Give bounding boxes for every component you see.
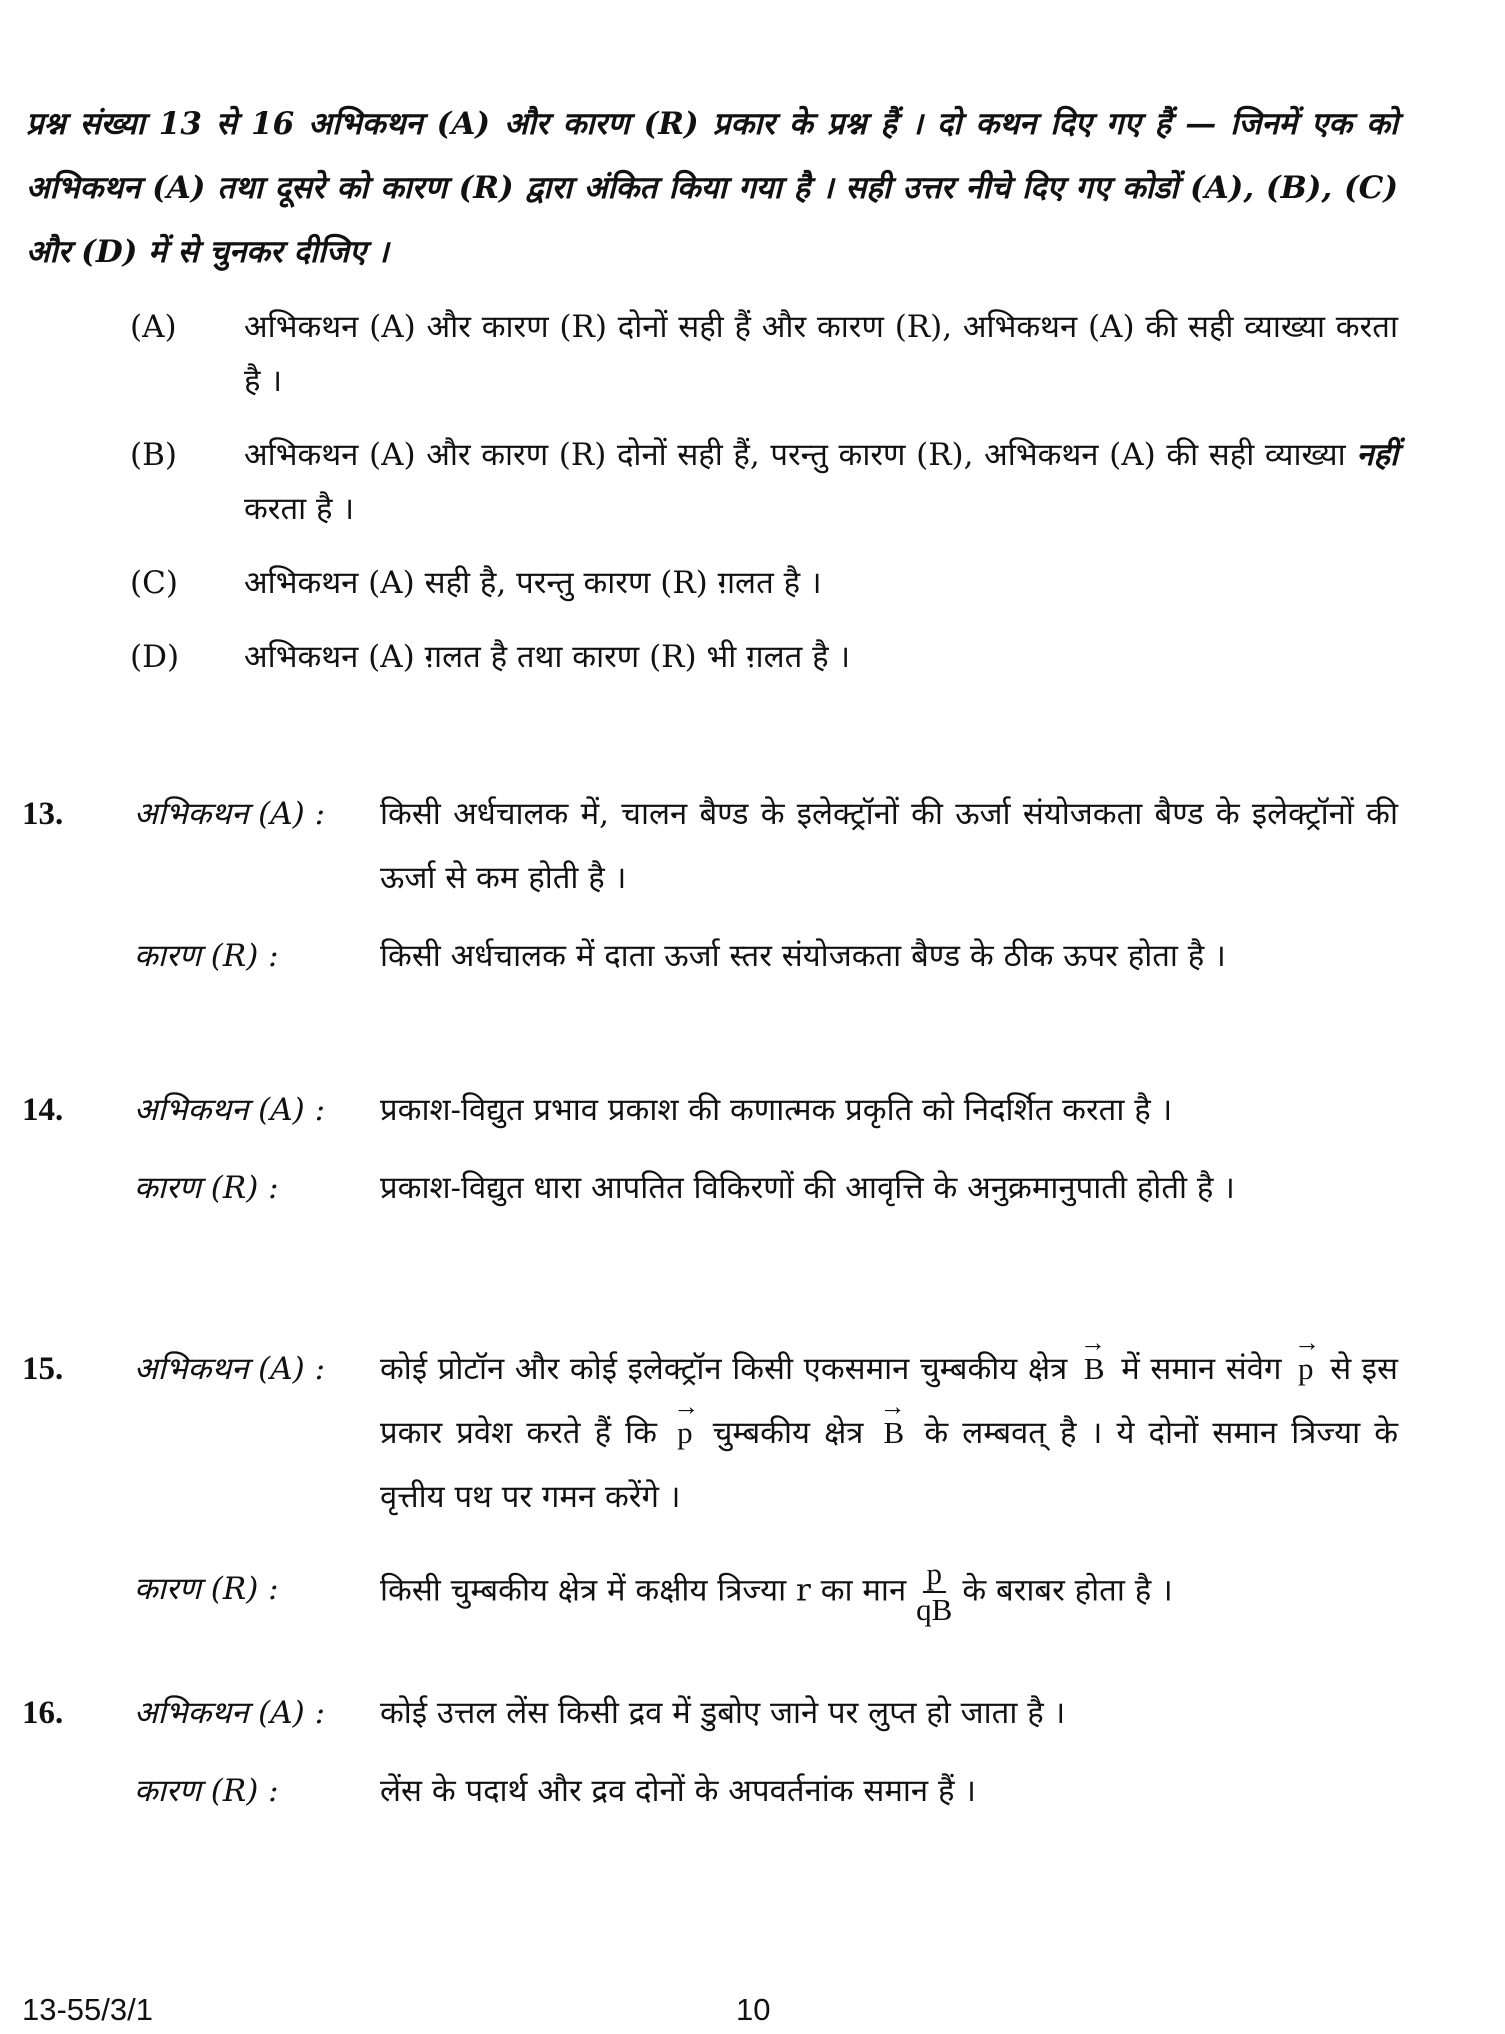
question-number: 14. [22,1092,64,1128]
option-b [130,428,1398,536]
question-15 [22,1337,1398,1627]
question-number: 15. [22,1351,64,1387]
vector-p: → p [1292,1337,1320,1401]
reason-text: किसी अर्धचालक में दाता ऊर्जा स्तर संयोजकता बैण्ड के ठीक ऊपर होता है । [380,938,1226,974]
reason-text: प्रकाश-विद्युत धारा आपतित विकिरणों की आवृत्ति के अनुक्रमानुपाती होती है । [380,1170,1235,1206]
emphasis: नहीं [1356,437,1399,473]
text-part: के लम्बवत् है । ये दोनों समान त्रिज्या के वृत्तीय पथ पर गमन करेंगे । [380,1415,1399,1515]
option-text [244,428,1398,536]
option-a [130,300,1398,408]
question-16 [22,1681,1398,1823]
assertion-text [380,1337,1398,1529]
question-14 [22,1078,1398,1220]
assertion-label: अभिकथन (A) : [134,1092,326,1128]
option-text-part: करता है । [244,491,355,527]
option-letter: (A) [130,309,177,345]
text-part: में समान संवेग [1121,1351,1282,1387]
reason-label: कारण (R) : [134,1170,279,1206]
numerator: p [923,1557,947,1593]
vector-b: → B [878,1401,911,1465]
text-part: से इस प्रकार प्रवेश करते हैं कि [380,1351,1398,1451]
assertion-text: किसी अर्धचालक में, चालन बैण्ड के इलेक्ट्रॉनों की ऊर्जा संयोजकता बैण्ड के इलेक्ट्रॉनों की ऊर्जा से कम होती है । [380,796,1398,896]
option-letter: (C) [130,565,178,601]
option-text: अभिकथन (A) और कारण (R) दोनों सही हैं और कारण (R), अभिकथन (A) की सही व्याख्या करता है । [244,309,1398,399]
instructions: प्रश्न संख्या 13 से 16 अभिकथन (A) और कारण (R) प्रकार के प्रश्न हैं । दो कथन दिए गए हैं — जिनमें एक को अभिकथन (A) तथा दूसरे को कारण (R) द्वारा अंकित किया गया है । सही उत्तर नीचे दिए गए कोडों (A), (B), (C) और (D) में से चुनकर दीजिए । [26,106,1398,270]
text-part: के बराबर होता है । [962,1572,1173,1609]
text-part: चुम्बकीय क्षेत्र [712,1415,864,1451]
option-c [130,556,1398,610]
assertion-text: कोई उत्तल लेंस किसी द्रव में डुबोए जाने पर लुप्त हो जाता है । [380,1695,1066,1731]
vector-p: → p [671,1401,699,1465]
assertion-label: अभिकथन (A) : [134,1695,326,1731]
question-number: 13. [22,796,64,832]
vector-b: → B [1078,1337,1111,1401]
denominator: qB [916,1592,953,1627]
fraction-p-over-qb [916,1557,952,1627]
reason-text: लेंस के पदार्थ और द्रव दोनों के अपवर्तनांक समान हैं । [380,1773,977,1809]
reason-label: कारण (R) : [134,1773,279,1809]
assertion-label: अभिकथन (A) : [134,796,326,832]
assertion-text: प्रकाश-विद्युत प्रभाव प्रकाश की कणात्मक प्रकृति को निदर्शित करता है । [380,1092,1173,1128]
reason-label: कारण (R) : [134,938,279,974]
page-number: 10 [736,1992,771,2027]
assertion-label: अभिकथन (A) : [134,1351,326,1387]
option-letter: (B) [130,437,177,473]
paper-code: 13-55/3/1 [22,1992,153,2027]
option-text-part: अभिकथन (A) और कारण (R) दोनों सही हैं, परन्तु कारण (R), अभिकथन (A) की सही व्याख्या [244,437,1346,473]
question-number: 16. [22,1695,64,1731]
text-part: कोई प्रोटॉन और कोई इलेक्ट्रॉन किसी एकसमान चुम्बकीय क्षेत्र [380,1351,1068,1387]
text-part: किसी चुम्बकीय क्षेत्र में कक्षीय त्रिज्या r का मान [380,1572,907,1609]
option-d [130,630,1398,684]
reason-label: कारण (R) : [134,1571,279,1607]
question-13 [22,782,1398,988]
reason-text [380,1557,1398,1627]
option-text: अभिकथन (A) सही है, परन्तु कारण (R) ग़लत है । [244,565,822,601]
option-letter: (D) [130,639,180,675]
option-text: अभिकथन (A) ग़लत है तथा कारण (R) भी ग़लत है । [244,639,851,675]
